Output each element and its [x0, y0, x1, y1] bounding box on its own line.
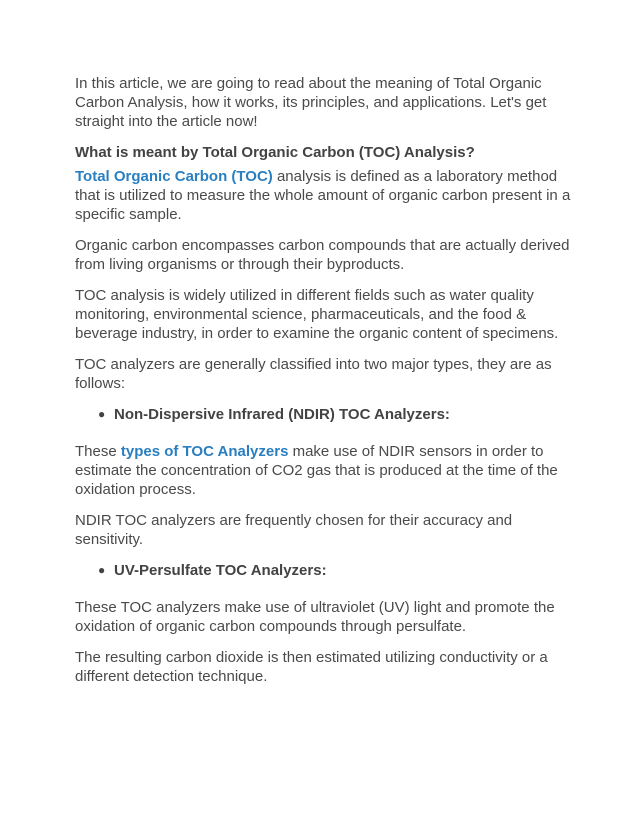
section-heading: What is meant by Total Organic Carbon (TOC) Analysis? [75, 144, 475, 161]
bullet-dot-icon: ● [98, 563, 106, 577]
ndir-paragraph [75, 442, 578, 499]
usage-paragraph: TOC analysis is widely utilized in different fields such as water quality monitoring, environmental science, pharmaceuticals, and the food & beverage industry, in order to examine the organic content of specimens. [75, 287, 559, 342]
organic-carbon-paragraph: Organic carbon encompasses carbon compounds that are actually derived from living organisms or through their byproducts. [75, 237, 570, 273]
bullet-ndir-label: Non-Dispersive Infrared (NDIR) TOC Analyzers: [114, 406, 450, 423]
ndir-accuracy-paragraph: NDIR TOC analyzers are frequently chosen for their accuracy and sensitivity. [75, 512, 513, 548]
ndir-pre-text: These [75, 443, 121, 460]
toc-types-link[interactable]: types of TOC Analyzers [120, 443, 289, 460]
definition-paragraph [75, 167, 578, 224]
intro-paragraph: In this article, we are going to read about the meaning of Total Organic Carbon Analysis, how it works, its principles, and applications. Let's get straight into the article now! [75, 75, 547, 130]
bullet-uv [98, 561, 578, 580]
uv-paragraph: These TOC analyzers make use of ultraviolet (UV) light and promote the oxidation of organic carbon compounds through persulfate. [75, 599, 555, 635]
bullet-ndir [98, 405, 578, 424]
types-intro-paragraph: TOC analyzers are generally classified into two major types, they are as follows: [75, 356, 552, 392]
bullet-uv-label: UV-Persulfate TOC Analyzers: [114, 562, 327, 579]
ndir-text: make use of NDIR sensors in order to estimate the concentration of CO2 gas that is produced at the time of the oxidation process. [75, 443, 558, 498]
co2-detection-paragraph: The resulting carbon dioxide is then estimated utilizing conductivity or a different detection technique. [75, 649, 548, 685]
toc-link[interactable]: Total Organic Carbon (TOC) [75, 168, 273, 185]
bullet-dot-icon: ● [98, 407, 106, 421]
definition-text: analysis is defined as a laboratory method that is utilized to measure the whole amount of organic carbon present in a specific sample. [75, 168, 571, 223]
